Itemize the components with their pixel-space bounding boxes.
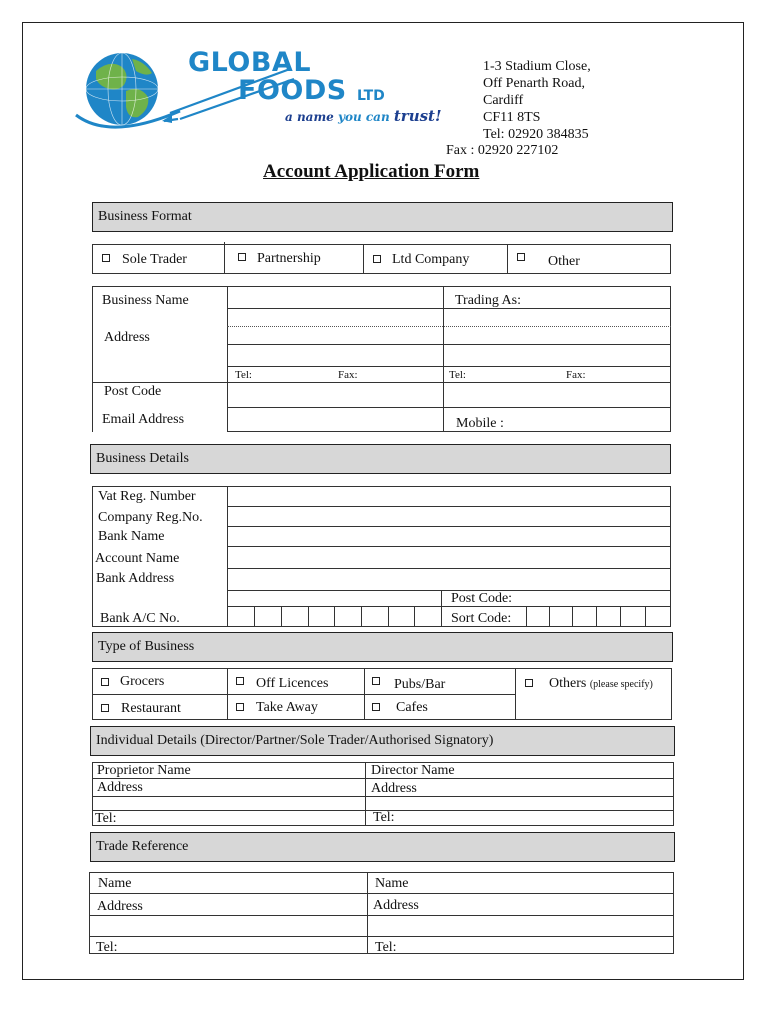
- section-title: Business Details: [96, 451, 189, 466]
- logo-ltd-text: LTD: [357, 88, 385, 104]
- rule: [89, 915, 674, 916]
- rule: [441, 590, 442, 626]
- sort-digit-box[interactable]: [549, 606, 550, 626]
- bank-name-label: Bank Name: [98, 529, 165, 544]
- section-title: Business Format: [98, 209, 192, 224]
- director-address-label: Address: [371, 781, 417, 796]
- others-checkbox[interactable]: [525, 679, 533, 687]
- proprietor-address-label: Address: [97, 780, 143, 795]
- rule: [227, 431, 671, 432]
- section-trade-reference: [90, 832, 675, 862]
- tagline-you: you can: [337, 110, 390, 124]
- address-line: Cardiff: [483, 93, 524, 108]
- ac-digit-box[interactable]: [388, 606, 389, 626]
- trading-as-field[interactable]: [444, 309, 669, 325]
- rule: [367, 872, 368, 954]
- reference-2-tel-label: Tel:: [375, 940, 397, 955]
- other-checkbox[interactable]: [517, 253, 525, 261]
- tagline-a: a name: [285, 110, 334, 124]
- rule: [92, 286, 671, 287]
- rule: [89, 893, 674, 894]
- rule: [227, 486, 228, 626]
- cafes-label: Cafes: [396, 700, 428, 715]
- rule: [364, 668, 365, 720]
- rule: [89, 936, 674, 937]
- ltd-company-label: Ltd Company: [392, 252, 470, 267]
- email-field[interactable]: [228, 408, 442, 430]
- rule: [227, 366, 671, 367]
- grocers-label: Grocers: [120, 674, 165, 689]
- rule: [227, 546, 671, 547]
- rule: [227, 606, 671, 607]
- rule: [92, 486, 93, 626]
- company-fax: Fax : 02920 227102: [446, 143, 559, 158]
- account-name-label: Account Name: [95, 551, 180, 566]
- ac-digit-box[interactable]: [254, 606, 255, 626]
- address-line: Off Penarth Road,: [483, 76, 585, 91]
- business-name-field[interactable]: [228, 309, 442, 325]
- rule: [227, 344, 671, 345]
- post-code-label: Post Code: [104, 384, 162, 399]
- director-name-label: Director Name: [371, 763, 455, 778]
- reference-1-name-label: Name: [98, 876, 132, 891]
- reference-2-address-label: Address: [373, 898, 419, 913]
- reference-1-address-label: Address: [97, 899, 143, 914]
- director-tel-label: Tel:: [373, 810, 395, 825]
- section-business-details: [90, 444, 671, 474]
- rule: [227, 568, 671, 569]
- ac-digit-box[interactable]: [361, 606, 362, 626]
- company-address: [483, 58, 591, 143]
- mobile-field[interactable]: [444, 408, 669, 430]
- cafes-checkbox[interactable]: [372, 703, 380, 711]
- section-title: Individual Details (Director/Partner/Sole Trader/Authorised Signatory): [96, 733, 494, 748]
- company-reg-label: Company Reg.No.: [98, 510, 203, 525]
- address-label: Address: [104, 330, 150, 345]
- sort-digit-box[interactable]: [620, 606, 621, 626]
- section-business-format: [92, 202, 673, 232]
- section-title: Trade Reference: [96, 839, 189, 854]
- tel-label-2: Tel:: [449, 369, 466, 381]
- bank-address-label: Bank Address: [96, 571, 175, 586]
- business-name-label: Business Name: [102, 293, 189, 308]
- rule: [227, 326, 671, 327]
- take-away-label: Take Away: [256, 700, 318, 715]
- company-logo: [70, 45, 440, 135]
- rule: [92, 486, 671, 487]
- reference-2-name-label: Name: [375, 876, 409, 891]
- divider: [224, 242, 225, 274]
- divider: [363, 244, 364, 274]
- mobile-label: Mobile :: [456, 416, 504, 431]
- sole-trader-checkbox[interactable]: [102, 254, 110, 262]
- logo-tagline: [285, 107, 442, 125]
- section-type-of-business: [92, 632, 673, 662]
- fax-label-2: Fax:: [566, 369, 586, 381]
- address-line: CF11 8TS: [483, 110, 541, 125]
- section-individual-details: [90, 726, 675, 756]
- proprietor-tel-label: Tel:: [95, 811, 117, 826]
- sort-digit-box[interactable]: [572, 606, 573, 626]
- bank-post-code-label: Post Code:: [451, 591, 513, 606]
- rule: [227, 668, 228, 720]
- company-tel: Tel: 02920 384835: [483, 127, 589, 142]
- off-licences-label: Off Licences: [256, 676, 329, 691]
- ac-digit-box[interactable]: [334, 606, 335, 626]
- logo-global-text: GLOBAL: [188, 47, 312, 78]
- logo-foods-text: FOODS: [238, 75, 347, 106]
- others-label: [549, 676, 653, 692]
- rule: [227, 506, 671, 507]
- sort-digit-box[interactable]: [526, 606, 527, 626]
- vat-label: Vat Reg. Number: [98, 489, 196, 504]
- restaurant-label: Restaurant: [121, 701, 181, 716]
- sort-code-label: Sort Code:: [451, 611, 512, 626]
- rule: [365, 762, 366, 826]
- ltd-company-checkbox[interactable]: [373, 255, 381, 263]
- others-note: (please specify): [589, 679, 653, 690]
- rule: [92, 694, 516, 695]
- grocers-checkbox[interactable]: [101, 678, 109, 686]
- ac-digit-box[interactable]: [414, 606, 415, 626]
- ac-digit-box[interactable]: [308, 606, 309, 626]
- partnership-label: Partnership: [257, 251, 321, 266]
- ac-digit-box[interactable]: [281, 606, 282, 626]
- sort-digit-box[interactable]: [596, 606, 597, 626]
- sole-trader-label: Sole Trader: [122, 252, 187, 267]
- others-text: Others: [549, 676, 587, 691]
- rule: [92, 286, 93, 432]
- trading-as-label: Trading As:: [455, 293, 522, 308]
- restaurant-checkbox[interactable]: [101, 704, 109, 712]
- pubs-bar-checkbox[interactable]: [372, 677, 380, 685]
- email-label: Email Address: [102, 412, 185, 427]
- rule: [227, 526, 671, 527]
- take-away-checkbox[interactable]: [236, 703, 244, 711]
- tagline-trust: trust!: [393, 107, 442, 125]
- partnership-checkbox[interactable]: [238, 253, 246, 261]
- address-line: 1-3 Stadium Close,: [483, 59, 591, 74]
- rule: [515, 668, 516, 720]
- reference-1-tel-label: Tel:: [96, 940, 118, 955]
- page-title: Account Application Form: [263, 161, 480, 182]
- rule: [670, 486, 671, 626]
- divider: [507, 244, 508, 274]
- off-licences-checkbox[interactable]: [236, 677, 244, 685]
- other-label: Other: [548, 254, 580, 269]
- proprietor-name-label: Proprietor Name: [97, 763, 191, 778]
- section-title: Type of Business: [98, 639, 195, 654]
- bank-ac-label: Bank A/C No.: [100, 611, 180, 626]
- fax-label: Fax:: [338, 369, 358, 381]
- post-code-field[interactable]: [228, 383, 442, 406]
- sort-digit-box[interactable]: [645, 606, 646, 626]
- tel-label: Tel:: [235, 369, 252, 381]
- rule: [227, 590, 671, 591]
- pubs-bar-label: Pubs/Bar: [394, 677, 446, 692]
